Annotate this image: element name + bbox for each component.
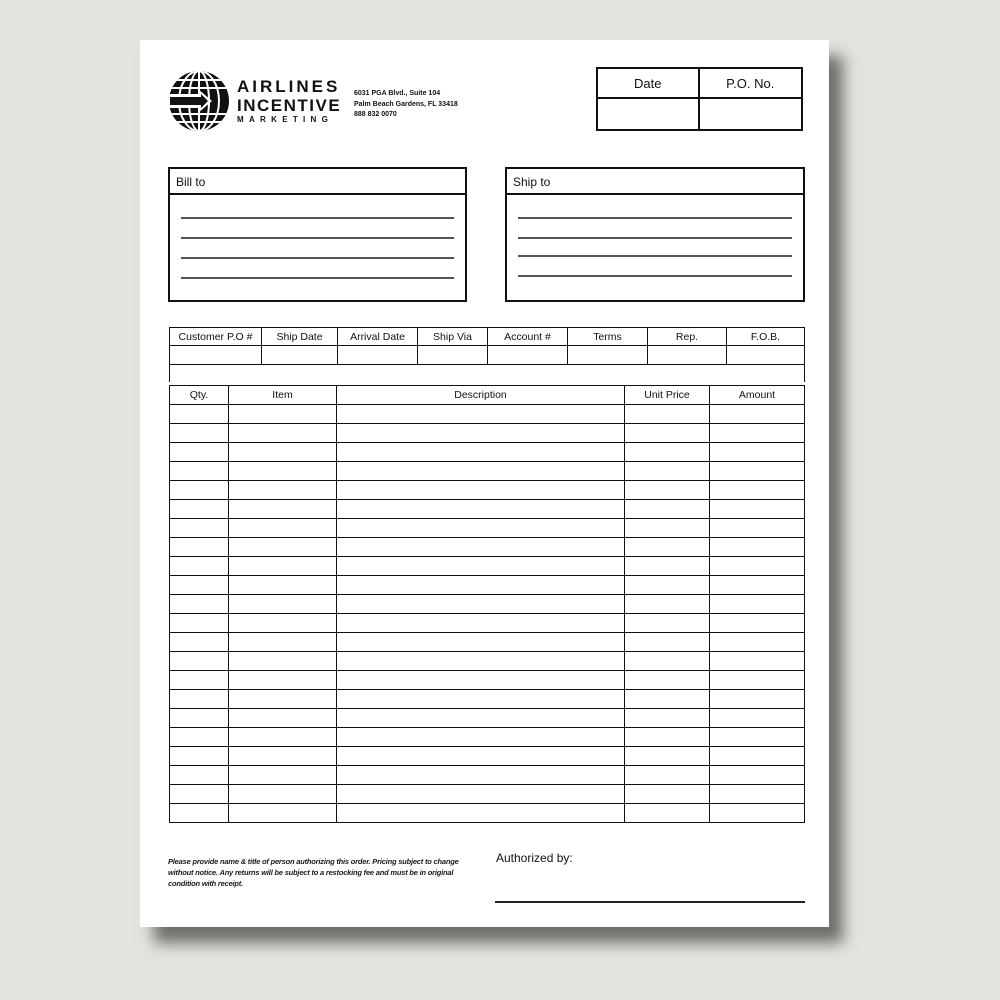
item-cell[interactable] [229, 519, 337, 538]
amount-cell[interactable] [710, 405, 805, 424]
item-cell[interactable] [229, 766, 337, 785]
qty-cell[interactable] [170, 690, 229, 709]
unit-price-cell[interactable] [625, 804, 710, 823]
amount-cell[interactable] [710, 690, 805, 709]
company-name-line3: MARKETING [237, 115, 334, 124]
description-cell[interactable] [337, 614, 625, 633]
unit-price-cell[interactable] [625, 671, 710, 690]
item-cell[interactable] [229, 576, 337, 595]
qty-cell[interactable] [170, 595, 229, 614]
qty-cell[interactable] [170, 747, 229, 766]
table-row [170, 804, 805, 823]
unit-price-cell[interactable] [625, 481, 710, 500]
description-cell[interactable] [337, 500, 625, 519]
bill-to-line-2[interactable] [181, 237, 454, 239]
description-cell[interactable] [337, 728, 625, 747]
qty-cell[interactable] [170, 481, 229, 500]
ship-date-header: Ship Date [262, 328, 338, 346]
arrival-date-field[interactable] [338, 346, 418, 365]
amount-header: Amount [710, 386, 805, 405]
rep-header: Rep. [648, 328, 727, 346]
qty-cell[interactable] [170, 652, 229, 671]
globe-arrow-icon [168, 70, 230, 132]
table-row [170, 500, 805, 519]
po-number-field[interactable] [700, 99, 802, 129]
amount-cell[interactable] [710, 747, 805, 766]
item-header: Item [229, 386, 337, 405]
amount-cell[interactable] [710, 576, 805, 595]
table-row [170, 690, 805, 709]
unit-price-cell[interactable] [625, 709, 710, 728]
table-row [170, 709, 805, 728]
fob-header: F.O.B. [727, 328, 805, 346]
qty-header: Qty. [170, 386, 229, 405]
item-cell[interactable] [229, 690, 337, 709]
description-cell[interactable] [337, 766, 625, 785]
amount-cell[interactable] [710, 709, 805, 728]
amount-cell[interactable] [710, 728, 805, 747]
amount-cell[interactable] [710, 500, 805, 519]
item-cell[interactable] [229, 500, 337, 519]
unit-price-cell[interactable] [625, 405, 710, 424]
table-row [170, 576, 805, 595]
item-cell[interactable] [229, 595, 337, 614]
item-cell[interactable] [229, 462, 337, 481]
ship-to-line-1[interactable] [518, 217, 792, 219]
table-row [170, 728, 805, 747]
qty-cell[interactable] [170, 424, 229, 443]
item-cell[interactable] [229, 557, 337, 576]
ship-via-header: Ship Via [418, 328, 488, 346]
address-line1: 6031 PGA Blvd., Suite 104 [354, 90, 441, 97]
unit-price-cell[interactable] [625, 633, 710, 652]
description-cell[interactable] [337, 424, 625, 443]
table-row [170, 557, 805, 576]
unit-price-cell[interactable] [625, 766, 710, 785]
unit-price-cell[interactable] [625, 690, 710, 709]
customer-po-header: Customer P.O # [170, 328, 262, 346]
unit-price-cell[interactable] [625, 652, 710, 671]
ship-to-label: Ship to [507, 169, 803, 195]
qty-cell[interactable] [170, 538, 229, 557]
description-cell[interactable] [337, 690, 625, 709]
description-cell[interactable] [337, 576, 625, 595]
item-cell[interactable] [229, 671, 337, 690]
table-row [170, 538, 805, 557]
amount-cell[interactable] [710, 614, 805, 633]
bill-to-label: Bill to [170, 169, 465, 195]
item-cell[interactable] [229, 728, 337, 747]
signature-line[interactable] [495, 901, 805, 903]
terms-field[interactable] [568, 346, 648, 365]
phone-number: 888 832 0070 [354, 111, 397, 118]
unit-price-cell[interactable] [625, 728, 710, 747]
amount-cell[interactable] [710, 595, 805, 614]
amount-cell[interactable] [710, 785, 805, 804]
table-row [170, 462, 805, 481]
description-cell[interactable] [337, 595, 625, 614]
item-cell[interactable] [229, 804, 337, 823]
ship-via-field[interactable] [418, 346, 488, 365]
qty-cell[interactable] [170, 709, 229, 728]
qty-cell[interactable] [170, 443, 229, 462]
table-row [170, 785, 805, 804]
item-cell[interactable] [229, 633, 337, 652]
item-cell[interactable] [229, 614, 337, 633]
qty-cell[interactable] [170, 462, 229, 481]
description-cell[interactable] [337, 462, 625, 481]
ship-to-line-2[interactable] [518, 237, 792, 239]
company-name-line2: INCENTIVE [237, 96, 342, 115]
customer-po-field[interactable] [170, 346, 262, 365]
item-cell[interactable] [229, 405, 337, 424]
bill-to-line-1[interactable] [181, 217, 454, 219]
date-po-box [596, 67, 803, 131]
unit-price-cell[interactable] [625, 424, 710, 443]
item-cell[interactable] [229, 443, 337, 462]
qty-cell[interactable] [170, 576, 229, 595]
unit-price-header: Unit Price [625, 386, 710, 405]
qty-cell[interactable] [170, 728, 229, 747]
account-field[interactable] [488, 346, 568, 365]
qty-cell[interactable] [170, 614, 229, 633]
qty-cell[interactable] [170, 766, 229, 785]
line-items-header [170, 386, 805, 405]
ship-to-box [505, 167, 805, 302]
item-cell[interactable] [229, 424, 337, 443]
amount-cell[interactable] [710, 443, 805, 462]
amount-cell[interactable] [710, 652, 805, 671]
spacer-cell [170, 365, 805, 383]
unit-price-cell[interactable] [625, 576, 710, 595]
amount-cell[interactable] [710, 766, 805, 785]
qty-cell[interactable] [170, 804, 229, 823]
bill-to-line-4[interactable] [181, 277, 454, 279]
authorized-by-label: Authorized by: [496, 851, 573, 865]
table-row [170, 443, 805, 462]
item-cell[interactable] [229, 785, 337, 804]
company-name [237, 78, 341, 124]
amount-cell[interactable] [710, 424, 805, 443]
table-row [170, 481, 805, 500]
order-info-table [169, 327, 805, 382]
description-cell[interactable] [337, 443, 625, 462]
amount-cell[interactable] [710, 481, 805, 500]
date-field[interactable] [598, 99, 700, 129]
description-cell[interactable] [337, 557, 625, 576]
description-cell[interactable] [337, 804, 625, 823]
bill-to-line-3[interactable] [181, 257, 454, 259]
description-cell[interactable] [337, 709, 625, 728]
description-cell[interactable] [337, 652, 625, 671]
table-row [170, 519, 805, 538]
unit-price-cell[interactable] [625, 443, 710, 462]
table-row [170, 747, 805, 766]
company-name-line1: AIRLINES [237, 77, 341, 96]
qty-cell[interactable] [170, 785, 229, 804]
description-cell[interactable] [337, 785, 625, 804]
spacer-row [170, 365, 805, 383]
table-row [170, 405, 805, 424]
item-cell[interactable] [229, 709, 337, 728]
unit-price-cell[interactable] [625, 462, 710, 481]
description-cell[interactable] [337, 481, 625, 500]
unit-price-cell[interactable] [625, 614, 710, 633]
company-address [354, 89, 458, 121]
unit-price-cell[interactable] [625, 538, 710, 557]
qty-cell[interactable] [170, 519, 229, 538]
unit-price-cell[interactable] [625, 557, 710, 576]
po-number-label: P.O. No. [700, 69, 802, 99]
arrival-date-header: Arrival Date [338, 328, 418, 346]
fob-field[interactable] [727, 346, 805, 365]
table-row [170, 595, 805, 614]
description-cell[interactable] [337, 671, 625, 690]
table-row [170, 766, 805, 785]
qty-cell[interactable] [170, 405, 229, 424]
description-header: Description [337, 386, 625, 405]
unit-price-cell[interactable] [625, 785, 710, 804]
table-row [170, 652, 805, 671]
item-cell[interactable] [229, 481, 337, 500]
amount-cell[interactable] [710, 633, 805, 652]
amount-cell[interactable] [710, 671, 805, 690]
qty-cell[interactable] [170, 633, 229, 652]
terms-header: Terms [568, 328, 648, 346]
purchase-order-form [140, 40, 829, 927]
table-row [170, 633, 805, 652]
fine-print: Please provide name & title of person authorizing this order. Pricing subject to change without notice. Any returns will be subject to a restocking fee and must be in original condition with receipt. [168, 857, 459, 888]
description-cell[interactable] [337, 538, 625, 557]
bill-to-box [168, 167, 467, 302]
item-cell[interactable] [229, 538, 337, 557]
description-cell[interactable] [337, 405, 625, 424]
address-line2: Palm Beach Gardens, FL 33418 [354, 100, 458, 108]
description-cell[interactable] [337, 633, 625, 652]
unit-price-cell[interactable] [625, 747, 710, 766]
amount-cell[interactable] [710, 462, 805, 481]
ship-to-line-4[interactable] [518, 275, 792, 277]
qty-cell[interactable] [170, 671, 229, 690]
description-cell[interactable] [337, 519, 625, 538]
table-row [170, 614, 805, 633]
unit-price-cell[interactable] [625, 500, 710, 519]
amount-cell[interactable] [710, 519, 805, 538]
amount-cell[interactable] [710, 557, 805, 576]
line-items-table [169, 385, 805, 823]
amount-cell[interactable] [710, 538, 805, 557]
table-row [170, 424, 805, 443]
amount-cell[interactable] [710, 804, 805, 823]
description-cell[interactable] [337, 747, 625, 766]
order-info-header [170, 328, 805, 346]
ship-date-field[interactable] [262, 346, 338, 365]
rep-field[interactable] [648, 346, 727, 365]
account-header: Account # [488, 328, 568, 346]
qty-cell[interactable] [170, 557, 229, 576]
date-label: Date [598, 69, 700, 99]
ship-to-line-3[interactable] [518, 255, 792, 257]
qty-cell[interactable] [170, 500, 229, 519]
item-cell[interactable] [229, 652, 337, 671]
unit-price-cell[interactable] [625, 519, 710, 538]
order-info-values [170, 346, 805, 365]
item-cell[interactable] [229, 747, 337, 766]
unit-price-cell[interactable] [625, 595, 710, 614]
table-row [170, 671, 805, 690]
